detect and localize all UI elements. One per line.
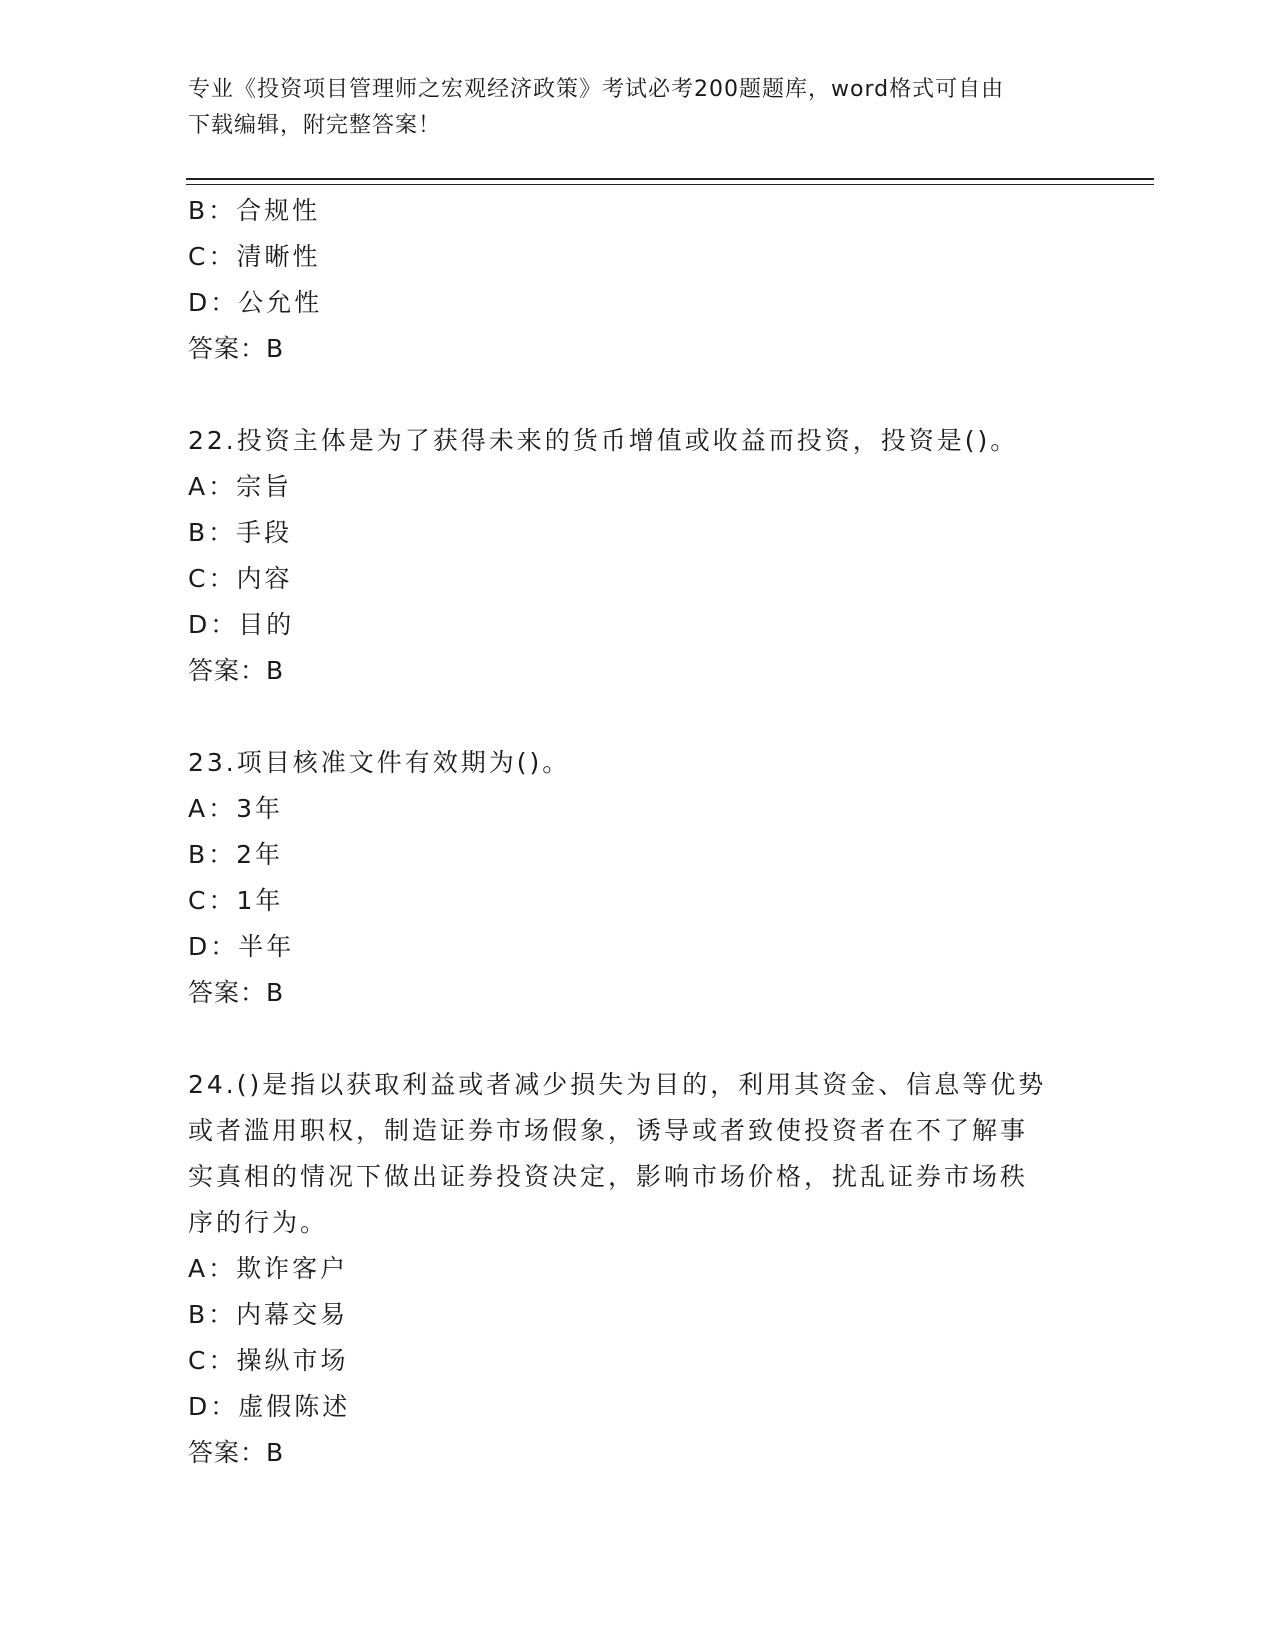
question-stem: 22.投资主体是为了获得未来的货币增值或收益而投资，投资是()。 xyxy=(188,426,1019,455)
question-23 xyxy=(188,740,1088,1016)
spacer xyxy=(188,694,1088,740)
spacer xyxy=(188,1016,1088,1062)
option-d: D：半年 xyxy=(188,932,295,961)
option-c: C：1年 xyxy=(188,886,284,915)
option-c: C：操纵市场 xyxy=(188,1346,349,1375)
question-stem-line-2: 或者滥用职权，制造证券市场假象，诱导或者致使投资者在不了解事 xyxy=(188,1116,1029,1145)
option-c: C：清晰性 xyxy=(188,242,321,271)
option-c: C：内容 xyxy=(188,564,293,593)
question-stem-line-3: 实真相的情况下做出证券投资决定，影响市场价格，扰乱证券市场秩 xyxy=(188,1162,1029,1191)
answer-line: 答案：B xyxy=(188,334,285,363)
spacer xyxy=(188,372,1088,418)
header-divider-thick xyxy=(186,178,1154,180)
header-line-2: 下载编辑，附完整答案！ xyxy=(188,113,442,138)
answer-line: 答案：B xyxy=(188,978,285,1007)
document-header xyxy=(188,72,1068,144)
option-b: B：2年 xyxy=(188,840,284,869)
question-21-fragment xyxy=(188,188,1088,372)
header-divider-thin xyxy=(186,184,1154,185)
answer-line: 答案：B xyxy=(188,656,285,685)
option-d: D：公允性 xyxy=(188,288,323,317)
question-stem-line-1: 24.()是指以获取利益或者减少损失为目的，利用其资金、信息等优势 xyxy=(188,1070,1047,1099)
question-list xyxy=(188,188,1088,1476)
option-b: B：内幕交易 xyxy=(188,1300,349,1329)
question-22 xyxy=(188,418,1088,694)
question-stem-line-4: 序的行为。 xyxy=(188,1208,329,1237)
option-a: A：欺诈客户 xyxy=(188,1254,349,1283)
option-b: B：手段 xyxy=(188,518,293,547)
answer-line: 答案：B xyxy=(188,1438,285,1467)
question-stem: 23.项目核准文件有效期为()。 xyxy=(188,748,571,777)
header-line-1: 专业《投资项目管理师之宏观经济政策》考试必考200题题库，word格式可自由 xyxy=(188,77,1005,102)
option-a: A：宗旨 xyxy=(188,472,293,501)
option-b: B：合规性 xyxy=(188,196,321,225)
question-24 xyxy=(188,1062,1088,1476)
option-d: D：虚假陈述 xyxy=(188,1392,351,1421)
option-a: A：3年 xyxy=(188,794,284,823)
option-d: D：目的 xyxy=(188,610,295,639)
